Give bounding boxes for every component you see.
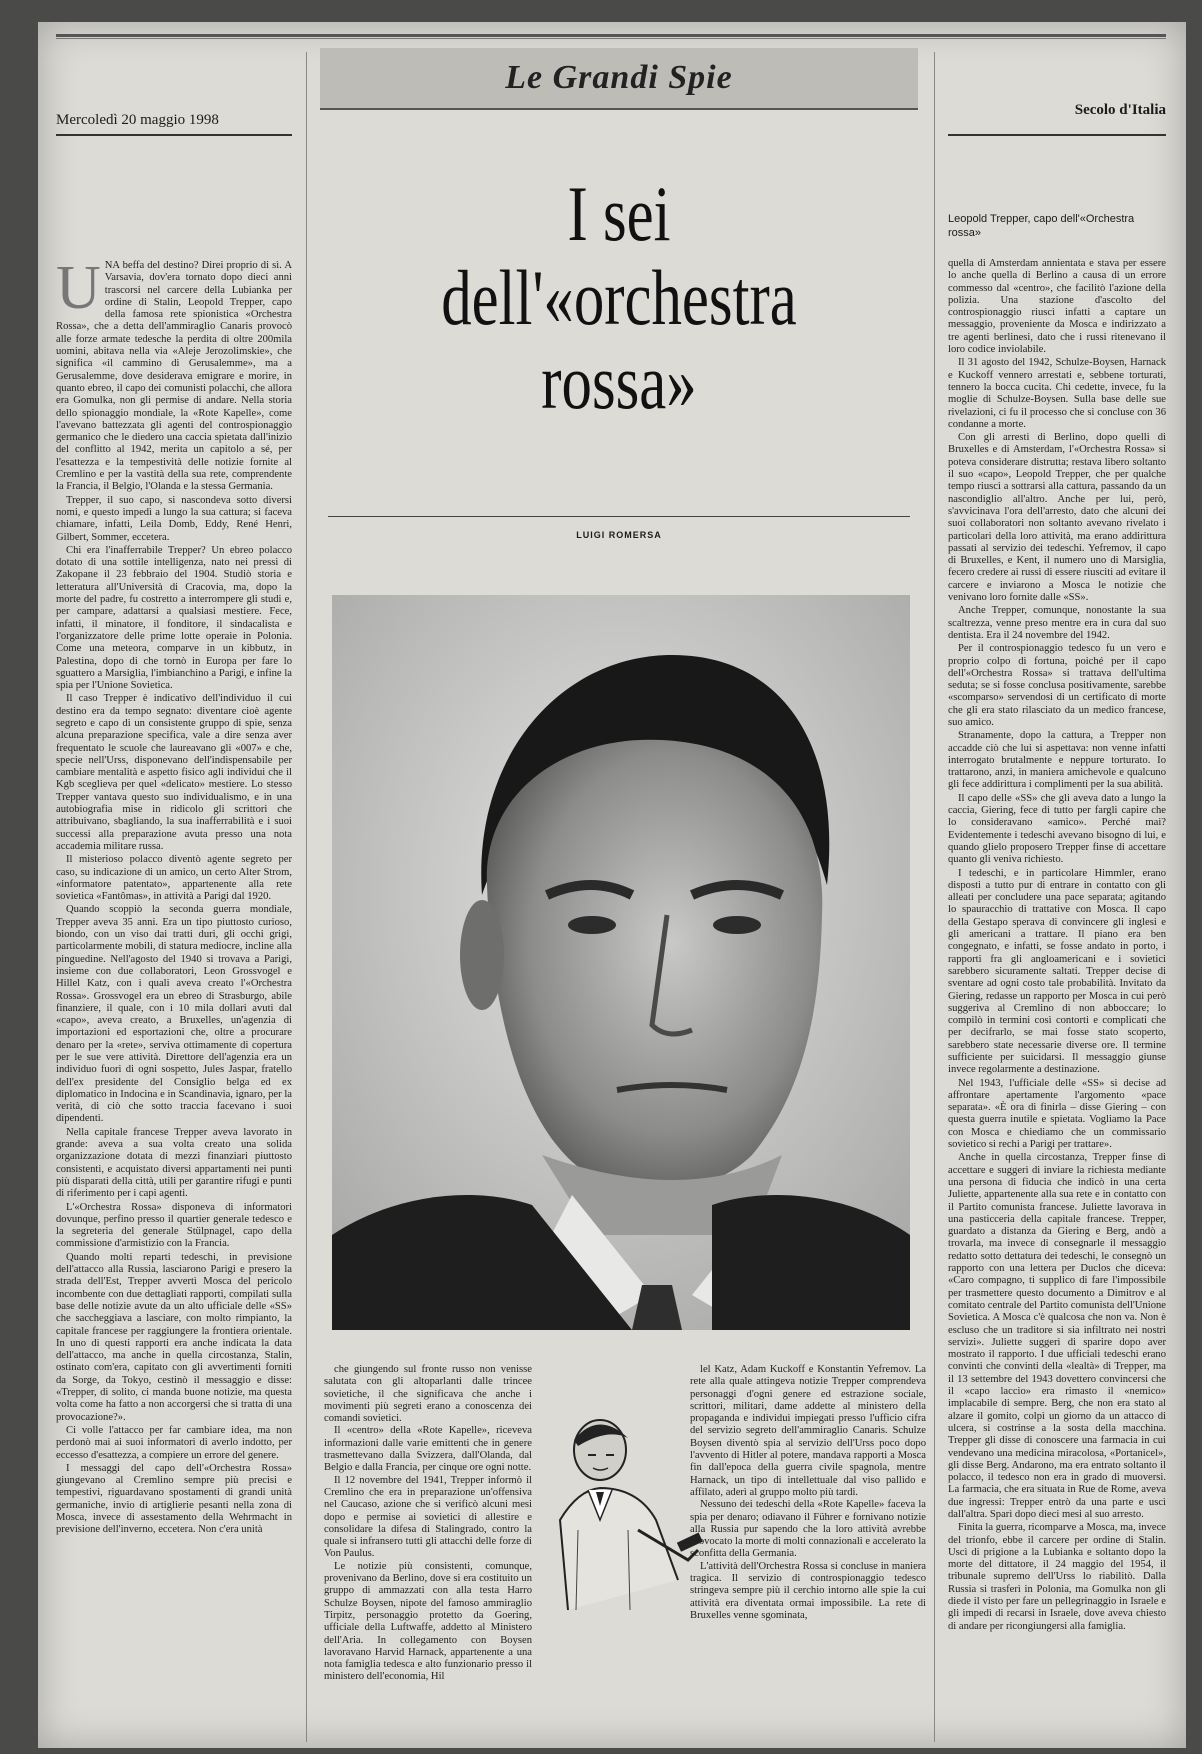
article-headline <box>386 172 852 424</box>
paragraph: quella di Amsterdam annientata e stava per essere lo anche quella di Berlino a causa di un errore commesso dal «centro», che facilitò l'azione della polizia. Una stazione d'ascolto del controspionaggio riuscì infatti a captare un messaggio, proveniente da Mosca e indirizzato a tre agenti berlinesi, dato che i russi ritenevano il loro codice inviolabile. <box>948 258 1166 356</box>
headline-line: dell'«orchestra <box>441 254 797 341</box>
series-title: Le Grandi Spie <box>505 59 733 96</box>
portrait-illustration <box>332 595 910 1330</box>
paragraph: Il misterioso polacco diventò agente segreto per caso, su indicazione di un amico, un certo Alter Strom, «informatore patentato», appartenente alla rete sovietica «Fantômas», in attività a Parigi dal 1920. <box>56 854 292 903</box>
spy-sketch-illustration <box>538 1410 706 1610</box>
paragraph: L'attività dell'Orchestra Rossa si concluse in maniera tragica. Il servizio di controspionaggio tedesco stringeva sempre più il cerchio intorno alle spie la cui attività era diventata ormai impossibile. La rete di Bruxelles venne sgominata, <box>690 1560 926 1621</box>
paragraph: Nel 1943, l'ufficiale delle «SS» si decise ad affrontare apertamente l'argomento «pace separata». «È ora di finirla – disse Giering – con questa guerra inutile e spietata. Vogliamo la Pace con Mosca e chiediamo che un commissario sovietico si rechi a Parigi per trattare». <box>948 1077 1166 1151</box>
paragraph: Con gli arresti di Berlino, dopo quelli di Bruxelles e di Amsterdam, l'«Orchestra Rossa» si poteva considerare distrutta; restava libero soltanto il suo «capo», Leopold Trepper, che per qualche tempo riuscì a sottrarsi alla cattura, passando da un nascondiglio all'altro. Anche per lui, però, s'avvicinava l'ora dell'arresto, dato che alcuni dei suoi collaboratori non soltanto avevano rivelato i particolari della loro attività, ma erano addirittura passati al servizio dei tedeschi. Yefremov, il capo di Bruxelles, e Kent, il numero uno di Marsiglia, fecero credere ai russi di essere riusciti ad evitare il carcere e inviarono a Mosca le notizie che venivano loro fornite dalle «SS». <box>948 432 1166 604</box>
paragraph: I messaggi del capo dell'«Orchestra Rossa» giungevano al Cremlino sempre più precisi e tempestivi, riguardavano spostamenti di grandi unità germaniche, invio di artiglierie pesanti nella zona di Mosca, invece di assestamento della Wehrmacht in previsione dell'inverno, eccetera. Non c'era unità <box>56 1462 292 1536</box>
paragraph: Ci volle l'attacco per far cambiare idea, ma non perdonò mai ai suoi informatori di averlo indotto, per eccesso d'esattezza, a compiere un errore del genere. <box>56 1424 292 1461</box>
drop-cap: U <box>56 260 101 322</box>
paragraph: Nessuno dei tedeschi della «Rote Kapelle» faceva la spia per denaro; odiavano il Führer e fornivano notizie alla Russia pur sapendo che la loro attività avrebbe provocato la morte di molti connazionali e accelerato la sconfitta della Germania. <box>690 1499 926 1560</box>
byline-rule <box>328 516 910 517</box>
paragraph: Chi era l'inafferrabile Trepper? Un ebreo polacco dotato di una sottile intelligenza, nato nei pressi di Zakopane il 23 febbraio del 1904. Studiò storia e letteratura all'Università di Cracovia, ma, dopo la morte del padre, fu costretto a interrompere gli studi e, per campare, adattarsi a qualsiasi mestiere. Fece, infatti, il minatore, il fonditore, il sindacalista e l'organizzatore delle prime lotte operaie in Polonia. Come una meteora, comparve in un kibbutz, in Palestina, dopo di che tornò in Europa per fare lo sguattero a Marsiglia, l'imbianchino a Parigi, e infine la spia per l'Unione Sovietica. <box>56 544 292 692</box>
byline: LUIGI ROMERSA <box>576 530 662 540</box>
paragraph: Quando scoppiò la seconda guerra mondiale, Trepper aveva 35 anni. Era un tipo piuttosto curioso, biondo, con un viso dai tratti duri, gli occhi grigi, particolarmente mobili, di statura mediocre, incline alla pinguedine. Nell'agosto del 1940 si trovava a Parigi, insieme con due collaboratori, Leon Grossvogel e Hillel Katz, con i quali aveva creato l'«Orchestra Rossa». Grossvogel era un ebreo di Strasburgo, abile finanziere, il quale, con i 10 mila dollari avuti dal «capo», aveva creato, a Bruxelles, un'agenzia di importazioni ed esportazioni che, oltre a procurare denaro per la «rete», serviva ottimamente di copertura per le sue vere attività. Direttore dell'agenzia era un individuo fuori di ogni sospetto, Jules Jaspar, fratello dell'ex presidente del Consiglio belga ed ex diplomatico in Indocina e in Scandinavia, ignaro, per la verità, di ciò che sotto traccia facevano i suoi dipendenti. <box>56 904 292 1125</box>
paragraph: Le notizie più consistenti, comunque, provenivano da Berlino, dove si era costituito un gruppo di ammazzati con alla testa Harro Schulze Boysen, nipote del famoso ammiraglio Tirpitz, personaggio protetto da Goering, ufficiale della Luftwaffe, addetto al Ministero dell'Aria. In collegamento con Boysen lavoravano Harvid Harnack, appartenente a una nota famiglia tedesca e alto funzionario presso il ministero dell'economia, Hil <box>324 1560 532 1683</box>
column-divider <box>306 52 307 1742</box>
top-rule <box>56 34 1166 37</box>
paragraph: lel Katz, Adam Kuckoff e Konstantin Yefremov. La rete alla quale attingeva notizie Trepper comprendeva personaggi d'ogni genere ed estrazione sociale, scrittori, militari, dame addette al ministero della propaganda e individui impiegati presso l'ufficio cifra del servizio segreto dell'ammiraglio Canaris. Schulze Boysen diventò spia al servizio dell'Urss poco dopo l'avvento di Hitler al potere, mandava rapporti a Mosca fin dall'epoca della guerra civile spagnola, mentre Harnack, un tipo di intellettuale dal viso pallido e affilato, aderì al gruppo molto più tardi. <box>690 1364 926 1498</box>
issue-date: Mercoledì 20 maggio 1998 <box>56 112 219 128</box>
headline-line: rossa» <box>541 338 697 425</box>
spy-drawing <box>538 1410 706 1610</box>
paragraph: Nella capitale francese Trepper aveva lavorato in grande: aveva a sua volta creato una solida organizzazione dotata di mezzi finanziari piuttosto consistenti, e acquistato diversi appartamenti nei punti più disparati della città, utili per garantire rifugi e punti di riferimento per i capi agenti. <box>56 1126 292 1200</box>
article-column-2 <box>324 1364 532 1734</box>
column-divider <box>934 52 935 1742</box>
paragraph: Stranamente, dopo la cattura, a Trepper non accadde ciò che lui si aspettava: non venne infatti interrogato brutalmente e neppure torturato. Io trattarono, anzi, in maniera amichevole e qualcuno gli fece addirittura i complimenti per la sua abilità. <box>948 730 1166 791</box>
paragraph: I tedeschi, e in particolare Himmler, erano disposti a tutto pur di entrare in contatto con gli alleati per concludere una pace separata; agitando lo spauracchio di trattative con Mosca. Il capo della Gestapo sperava di convincere gli inglesi e gli americani a trattare. Il piano era ben congegnato, e infatti, se fosse andato in porto, i rapporti fra gli angloamericani e i sovietici sarebbero sicuramente saltati. Trepper decise di sventare ad ogni costo tale probabilità. Invitato da Giering, redasse un rapporto per Mosca in cui però suggeriva al Cremlino di non abboccare; lo compilò in termini così contorti e complicati che per decifrarlo, se mai fosse stato scoperto, sarebbero state necessarie diverse ore. Il termine sufficiente per suicidarsi. Il messaggio giunse invece regolarmente a destinazione. <box>948 867 1166 1076</box>
article-column-3 <box>690 1364 926 1734</box>
headline-line: I sei <box>567 170 671 257</box>
paragraph: Trepper, il suo capo, si nascondeva sotto diversi nomi, e questo impedì a lungo la sua cattura; si faceva chiamare, infatti, Leila Domb, Eddy, René Henri, Gilbert, Sommer, eccetera. <box>56 494 292 543</box>
header-rule-left <box>56 134 292 136</box>
header-rule-right <box>948 134 1166 136</box>
portrait-photo <box>332 595 910 1330</box>
series-banner <box>320 48 918 110</box>
paragraph: Quando molti reparti tedeschi, in previsione dell'attacco alla Russia, lasciarono Parigi e presero la strada dell'Est, Trepper avvertì Mosca del pericolo incombente con due dettagliati rapporti, compilati sulla base delle notizie avute da un alto ufficiale delle «SS» che saccheggiava a lasciare, con molto rimpianto, la capitale francese per raggiungere la frontiera orientale. In uno di questi rapporti era anche indicata la data dell'attacco, ma anche in quella circostanza, Stalin, ostinato com'era, capitato con gli avvertimenti forniti da Sorge, da Tokyo, cestinò il messaggio e disse: «Trepper, di solito, ci manda buone notizie, ma questa volta come ha fatto a non accorgersi che si tratta di una provocazione?». <box>56 1251 292 1423</box>
paragraph: NA beffa del destino? Direi proprio di sì. A Varsavia, dov'era tornato dopo dieci anni trascorsi nel carcere della Lubianka per ordine di Stalin, Leopold Trepper, capo della famosa rete spionistica «Orchestra Rossa», che a detta dell'ammiraglio Canaris provocò alle forze armate tedesche la perdita di oltre 200mila uomini, abitava nella via «Aleje Jerozolimskie», che significa «il cammino di Gerusalemme», ma a Gerusalemme, dove desiderava emigrare e morire, in quanto ebreo, il capo dei comunisti polacchi, che allora era Gomulka, non gli permise di andare. Nella storia dello spionaggio mondiale, la «Rote Kapelle», come l'avevano battezzata gli agenti del controspionaggio germanico che le diedero una caccia spietata dall'inizio del conflitto al 1942, merita un capitolo a sé, per l'esattezza e la tempestività delle notizie fornite al Cremlino e per la vastità della sua rete, comprendente la Francia, il Belgio, l'Olanda e la stessa Germania. <box>56 260 292 493</box>
paragraph: Finita la guerra, ricomparve a Mosca, ma, invece del trionfo, ebbe il carcere per ordine di Stalin. Uscì di prigione a la Lubianka e soltanto dopo la morte del dittatore, il 24 maggio del 1954, il tribunale supremo dell'Urss lo riabilitò. Dalla Russia si trasferì in Polonia, ma Gomulka non gli diede il visto per fare un pellegrinaggio in Israele e gli impedì di recarsi in Israele, dove aveva chiesto di andare per ricongiungersi alla famiglia. <box>948 1522 1166 1632</box>
paragraph: Per il controspionaggio tedesco fu un vero e proprio colpo di fortuna, poiché per il capo dell'«Orchestra Rossa» si trattava dell'ultima seduta; se si fosse conclusa positivamente, sarebbe «scomparso» servendosi di un certificato di morte che gli era stato rilasciato da un medico francese, suo amico. <box>948 643 1166 728</box>
paragraph: Il capo delle «SS» che gli aveva dato a lungo la caccia, Giering, fece di tutto per fargli capire che lo consideravano «amico». Perché mai? Evidentemente i tedeschi avevano bisogno di lui, e quando glielo proposero Trepper finse di accettare quanto gli veniva richiesto. <box>948 792 1166 866</box>
paragraph: Il «centro» della «Rote Kapelle», riceveva informazioni dalle varie emittenti che in genere trasmettevano dalla Svizzera, dall'Olanda, dal Belgio e dalla Francia, per cinque ore ogni notte. <box>324 1425 532 1474</box>
paragraph: Il caso Trepper è indicativo dell'individuo il cui destino era da tempo segnato: diventare cioè agente segreto e capo di un consistente gruppo di spie, senza alcuna preparazione specifica, vale a dire senza aver frequentato le scuole che laureavano gli «007» e che, specie nell'Urss, disponevano dell'indispensabile per cambiare mentalità e aspetto fisico agli individui che il Kgb sceglieva per quel «delicato» mestiere. Lo stesso Trepper vantava questo suo individualismo, e in una autobiografia mise in ridicolo gli scrittori che attribuivano, sbagliando, la sua inafferrabilità e i suoi successi alla preparazione avuta presso una nota accademia militare russa. <box>56 693 292 852</box>
paragraph: Anche Trepper, comunque, nonostante la sua scaltrezza, venne preso mentre era in cura dal suo dentista. Era il 24 novembre del 1942. <box>948 605 1166 641</box>
newspaper-name: Secolo d'Italia <box>1074 102 1166 118</box>
photo-caption: Leopold Trepper, capo dell'«Orchestra rossa» <box>948 213 1135 239</box>
top-rule-thin <box>56 38 1166 39</box>
article-column-4 <box>948 258 1166 1726</box>
paragraph: Il 12 novembre del 1941, Trepper informò il Cremlino che era in preparazione un'offensiva nel Caucaso, azione che si verificò alcuni mesi dopo e permise ai sovietici di allestire e consolidare la difesa di Stalingrado, contro la quale si infransero tutti gli attacchi delle forze di Von Paulus. <box>324 1474 532 1560</box>
paragraph: Anche in quella circostanza, Trepper finse di accettare e suggerì di inviare la richiesta mediante una persona di fiducia che indicò in una certa Juliette, appartenente alla sua rete e in contatto con il Partito comunista francese. Juliette lavorava in una pasticceria della capitale francese. Trepper, guardato a distanza da Giering e Berg, andò a trovarla, ma invece di consegnarle il messaggio redatto sotto dettatura dei tedeschi, le consegnò un rapporto con una lettera per Duclos che diceva: «Caro compagno, ti supplico di fare l'impossibile per trasmettere questo documento a Dimitrov e al comitato centrale del Partito comunista dell'Unione Sovietica. A Mosca c'è qualcosa che non va. Non è escluso che un traditore si sia infiltrato nei nostri servizi». Juliette suggerì di sparire dopo aver mostrato il rapporto. I due ufficiali tedeschi erano convinti che convinti della «lealtà» di Trepper, ma il 13 settembre del 1943 dovettero convincersi che il «capo laccio» era rimasto il «nemico» implacabile di sempre. Berg, che non era stato al alzare il gomito, colpì un giorno da un attacco di ulcera, si costrinse a la sosta della macchina. Trepper gli disse di conoscere una farmacia in cui vendevano una medicina miracolosa, «Portanicel», gli disse Berg. Andarono, ma era entrato soltanto il polacco, il tedesco non era in grado di muoversi. La farmacia, che era situata in Rue de Rome, aveva due ingressi: Trepper entrò da una parte e uscì dall'altra. Sparì dopo dieci mesi al suo arresto. <box>948 1152 1166 1520</box>
paragraph: Il 31 agosto del 1942, Schulze-Boysen, Harnack e Kuckoff vennero arrestati e, sebbene torturati, tennero la bocca cucita. Chi cedette, invece, fu la moglie di Schulze-Boysen. Sulla base delle sue rivelazioni, ci fu il processo che si concluse con 36 condanne a morte. <box>948 357 1166 430</box>
newspaper-page <box>38 22 1186 1748</box>
article-column-1 <box>56 260 292 1730</box>
paragraph: L'«Orchestra Rossa» disponeva di informatori dovunque, perfino presso il quartier generale tedesco e la segreteria del generale Stülpnagel, capo della commissione d'armistizio con la Francia. <box>56 1201 292 1250</box>
paragraph: che giungendo sul fronte russo non venisse salutata con gli altoparlanti dalle trincee sovietiche, il che significava che anche i movimenti più segreti erano a conoscenza dei comandi sovietici. <box>324 1364 532 1425</box>
